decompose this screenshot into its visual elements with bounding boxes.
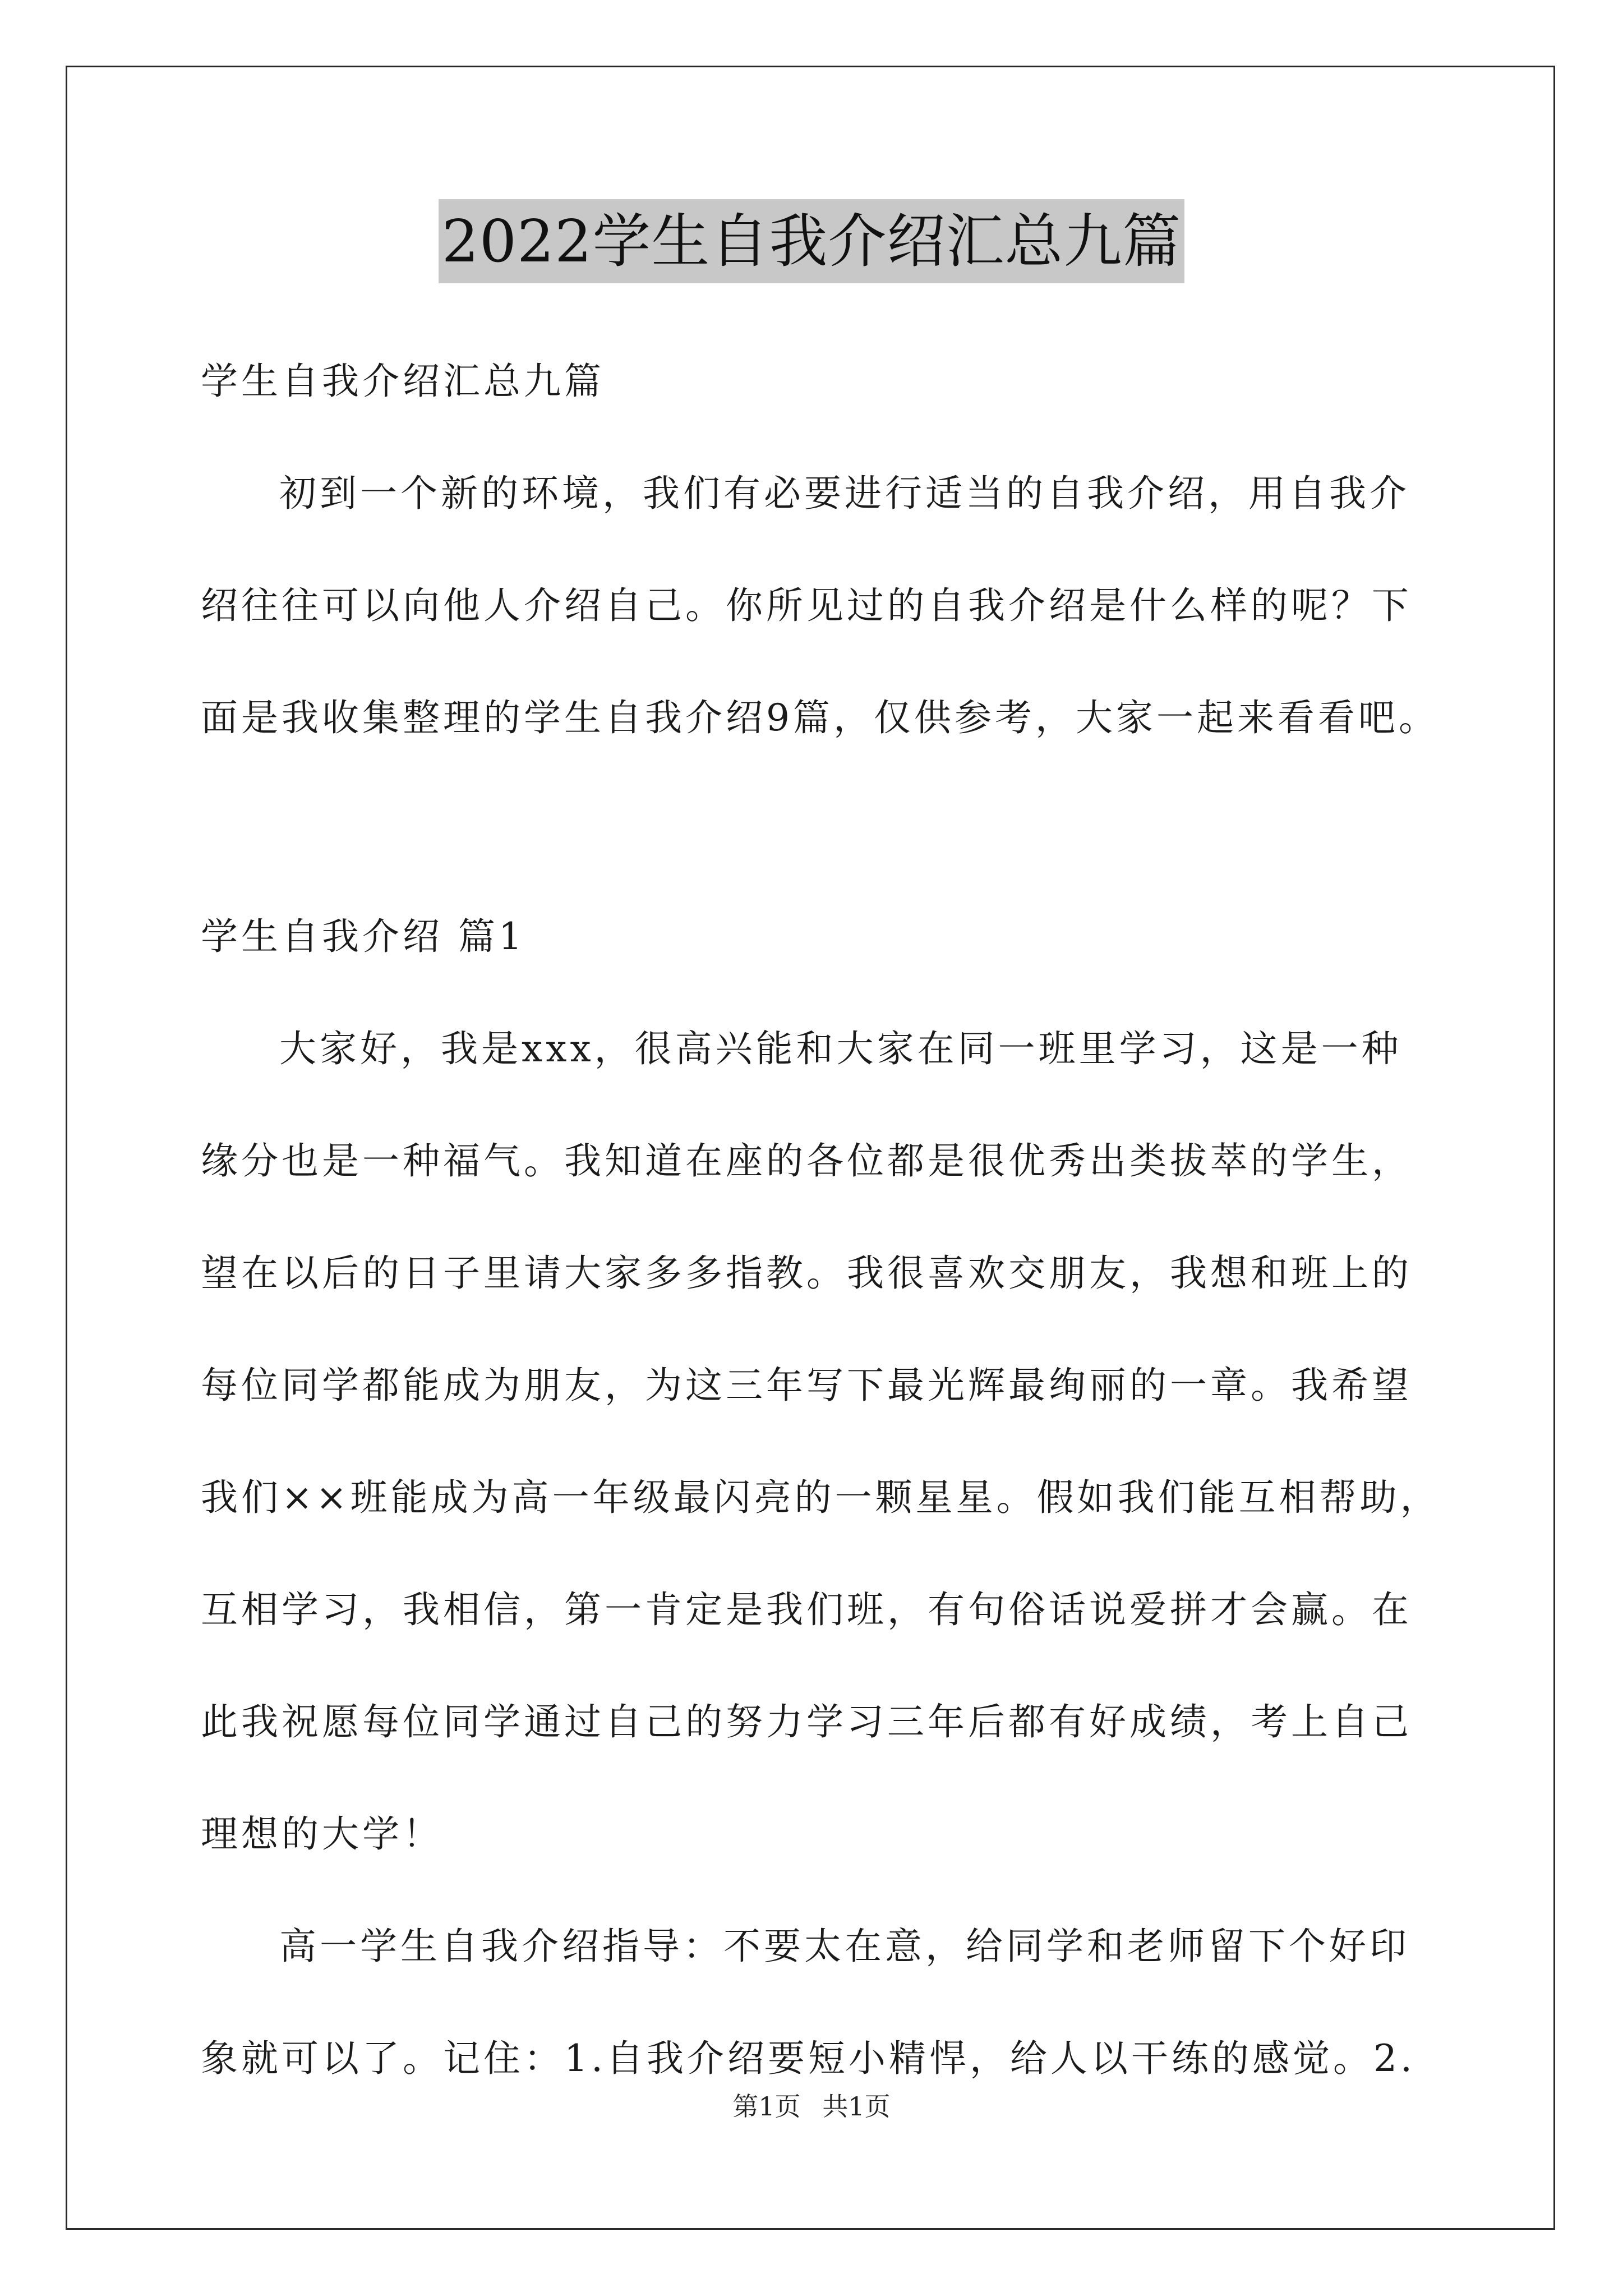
document-subtitle: 学生自我介绍汇总九篇 <box>201 360 605 403</box>
page-footer <box>0 2090 1623 2123</box>
intro-line: 绍往往可以向他人介绍自己。你所见过的自我介绍是什么样的呢？下 <box>201 584 1412 627</box>
intro-line: 面是我收集整理的学生自我介绍9篇，仅供参考，大家一起来看看吧。 <box>201 696 1439 739</box>
section-line: 我们××班能成为高一年级最闪亮的一颗星星。假如我们能互相帮助， <box>201 1476 1441 1519</box>
section-line: 理想的大学！ <box>201 1812 443 1856</box>
paragraph-gap <box>201 774 1435 881</box>
page-number-current: 第1页 <box>732 2091 801 2122</box>
section-heading: 学生自我介绍 篇1 <box>201 915 525 958</box>
guide-line: 高一学生自我介绍指导：不要太在意，给同学和老师留下个好印 <box>279 1925 1410 1968</box>
section-line: 缘分也是一种福气。我知道在座的各位都是很优秀出类拔萃的学生， <box>201 1139 1412 1182</box>
document-body <box>201 325 1441 2115</box>
section-line: 大家好，我是xxx，很高兴能和大家在同一班里学习，这是一种 <box>279 1027 1402 1070</box>
page-number-total: 共1页 <box>822 2091 891 2122</box>
section-line: 望在以后的日子里请大家多多指教。我很喜欢交朋友，我想和班上的 <box>201 1251 1412 1295</box>
title-container <box>0 199 1623 283</box>
section-line: 互相学习，我相信，第一肯定是我们班，有句俗话说爱拼才会赢。在 <box>201 1588 1412 1631</box>
section-line: 此我祝愿每位同学通过自己的努力学习三年后都有好成绩，考上自己 <box>201 1700 1412 1743</box>
intro-line: 初到一个新的环境，我们有必要进行适当的自我介绍，用自我介 <box>279 472 1410 515</box>
guide-line: 象就可以了。记住：1.自我介绍要短小精悍，给人以干练的感觉。2. <box>201 2037 1415 2080</box>
document-title: 2022学生自我介绍汇总九篇 <box>439 199 1185 283</box>
section-line: 每位同学都能成为朋友，为这三年写下最光辉最绚丽的一章。我希望 <box>201 1364 1412 1407</box>
